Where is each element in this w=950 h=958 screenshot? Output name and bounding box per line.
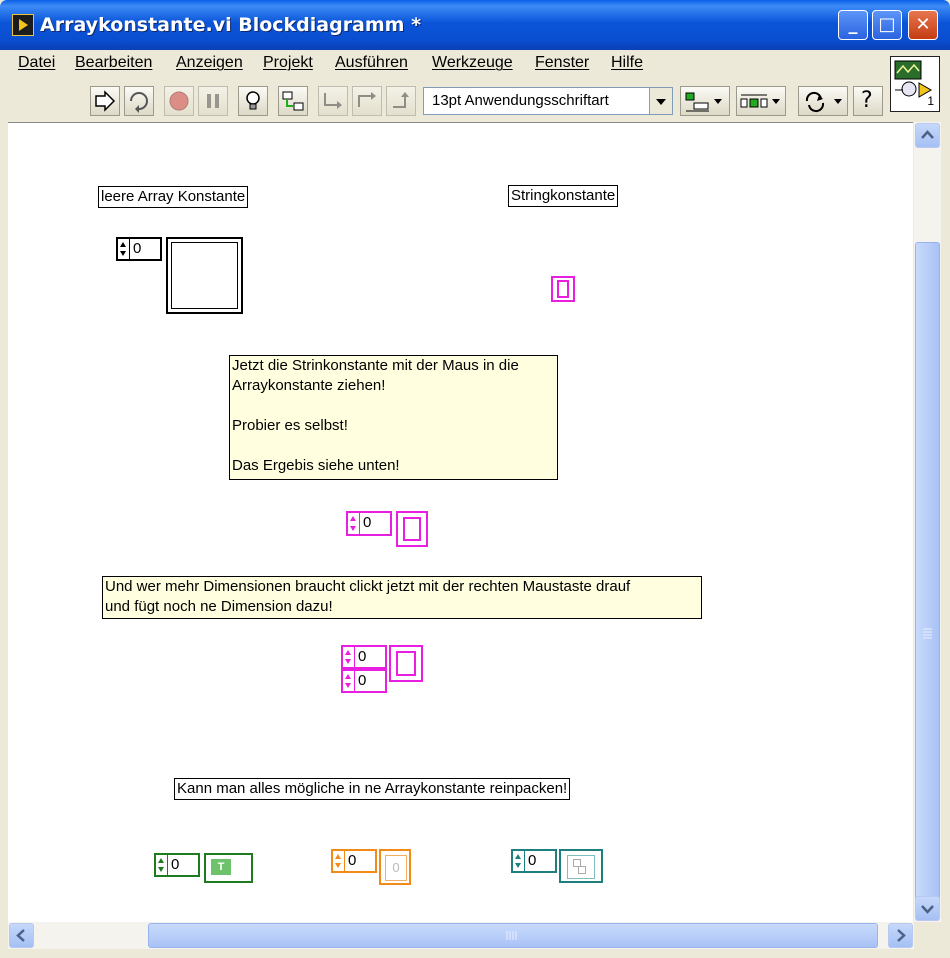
menu-ausfuehren[interactable]: Ausführen (335, 54, 408, 71)
scroll-up-button[interactable] (915, 123, 940, 148)
index-spinner-icon[interactable] (118, 239, 130, 259)
label-string-constant[interactable]: Stringkonstante (508, 185, 618, 207)
boolean-true-constant: T (211, 859, 231, 875)
label-bottom[interactable]: Kann man alles mögliche in ne Arraykonstante reinpacken! (174, 778, 570, 800)
array-element-frame (559, 849, 603, 883)
vi-icon-number: 1 (927, 94, 934, 108)
scroll-down-button[interactable] (915, 896, 940, 921)
run-continuously-icon[interactable] (124, 86, 154, 116)
array-element-frame (389, 645, 423, 682)
note-dimensions[interactable]: Und wer mehr Dimensionen braucht clickt jetzt mit der rechten Maustaste drauf und fügt noch ne Dimension dazu! (102, 576, 702, 619)
cluster-element (567, 855, 595, 879)
title-bar[interactable] (0, 0, 950, 50)
font-selector[interactable] (423, 87, 673, 115)
array-index-display[interactable] (154, 853, 200, 877)
index-spinner-icon[interactable] (333, 851, 345, 871)
distribute-objects-icon[interactable] (736, 86, 786, 116)
menu-hilfe[interactable]: Hilfe (611, 54, 644, 71)
array-index-display[interactable] (346, 511, 392, 536)
index-spinner-icon[interactable] (513, 851, 525, 871)
horizontal-scroll-thumb[interactable] (148, 923, 878, 948)
string-constant-inner (557, 280, 569, 298)
font-selector-value: 13pt Anwendungsschriftart (432, 92, 609, 109)
vi-connector-icon[interactable] (890, 56, 940, 112)
array-index-display[interactable] (331, 849, 377, 873)
labview-app-icon (12, 14, 34, 36)
menu-bearbeiten[interactable]: Bearbeiten (75, 54, 153, 71)
numeric-element: 0 (385, 855, 407, 881)
horizontal-scrollbar[interactable] (8, 922, 914, 949)
menu-fenster[interactable]: Fenster (535, 54, 590, 71)
chevron-down-icon[interactable] (649, 88, 672, 114)
close-button[interactable]: ✕ (908, 10, 938, 40)
menu-bar (8, 50, 888, 78)
scroll-left-button[interactable] (9, 923, 34, 948)
array-row-index[interactable] (341, 645, 387, 669)
note-instructions[interactable]: Jetzt die Strinkonstante mit der Maus in die Arraykonstante ziehen! Probier es selbst! Das Ergebis siehe unten! (229, 355, 558, 480)
block-diagram-canvas[interactable] (8, 122, 913, 923)
menu-anzeigen[interactable]: Anzeigen (176, 54, 243, 71)
string-constant[interactable] (551, 276, 575, 302)
index-spinner-icon[interactable] (343, 671, 355, 691)
maximize-button[interactable]: □ (872, 10, 902, 40)
array-index-value: 0 (348, 852, 357, 869)
array-index-display[interactable] (511, 849, 557, 873)
resize-grip[interactable] (914, 922, 941, 949)
array-element-frame (204, 853, 253, 883)
index-spinner-icon[interactable] (348, 513, 360, 534)
index-spinner-icon[interactable] (156, 855, 168, 875)
step-into-icon[interactable] (318, 86, 348, 116)
run-arrow-icon[interactable] (90, 86, 120, 116)
scroll-right-button[interactable] (888, 923, 913, 948)
reorder-icon[interactable] (798, 86, 848, 116)
window-title: Arraykonstante.vi Blockdiagramm * (40, 14, 422, 36)
highlight-execution-icon[interactable] (238, 86, 268, 116)
step-out-icon[interactable] (386, 86, 416, 116)
context-help-glyph: ? (861, 88, 873, 113)
align-objects-icon[interactable] (680, 86, 730, 116)
pause-icon[interactable] (198, 86, 228, 116)
vertical-scrollbar[interactable] (914, 122, 941, 922)
array-index-value: 0 (133, 240, 142, 257)
retain-wire-values-icon[interactable] (278, 86, 308, 116)
vertical-scroll-thumb[interactable] (915, 242, 940, 907)
index-spinner-icon[interactable] (343, 647, 355, 667)
array-index-value: 0 (171, 856, 180, 873)
step-over-icon[interactable] (352, 86, 382, 116)
array-element-frame[interactable] (166, 237, 243, 314)
menu-projekt[interactable]: Projekt (263, 54, 313, 71)
label-empty-array[interactable]: leere Array Konstante (98, 186, 248, 208)
array-column-index[interactable] (341, 669, 387, 693)
array-element-frame (396, 511, 428, 547)
toolbar (8, 82, 888, 118)
context-help-icon[interactable] (853, 86, 883, 116)
menu-werkzeuge[interactable]: Werkzeuge (432, 54, 513, 71)
array-index-value: 0 (528, 852, 537, 869)
array-element-frame (379, 849, 411, 885)
minimize-button[interactable]: _ (838, 10, 868, 40)
array-index-value: 0 (363, 514, 372, 531)
abort-icon[interactable] (164, 86, 194, 116)
array-index-display[interactable] (116, 237, 162, 261)
array-column-index-value: 0 (358, 672, 367, 689)
array-row-index-value: 0 (358, 648, 367, 665)
menu-datei[interactable]: Datei (18, 54, 56, 71)
